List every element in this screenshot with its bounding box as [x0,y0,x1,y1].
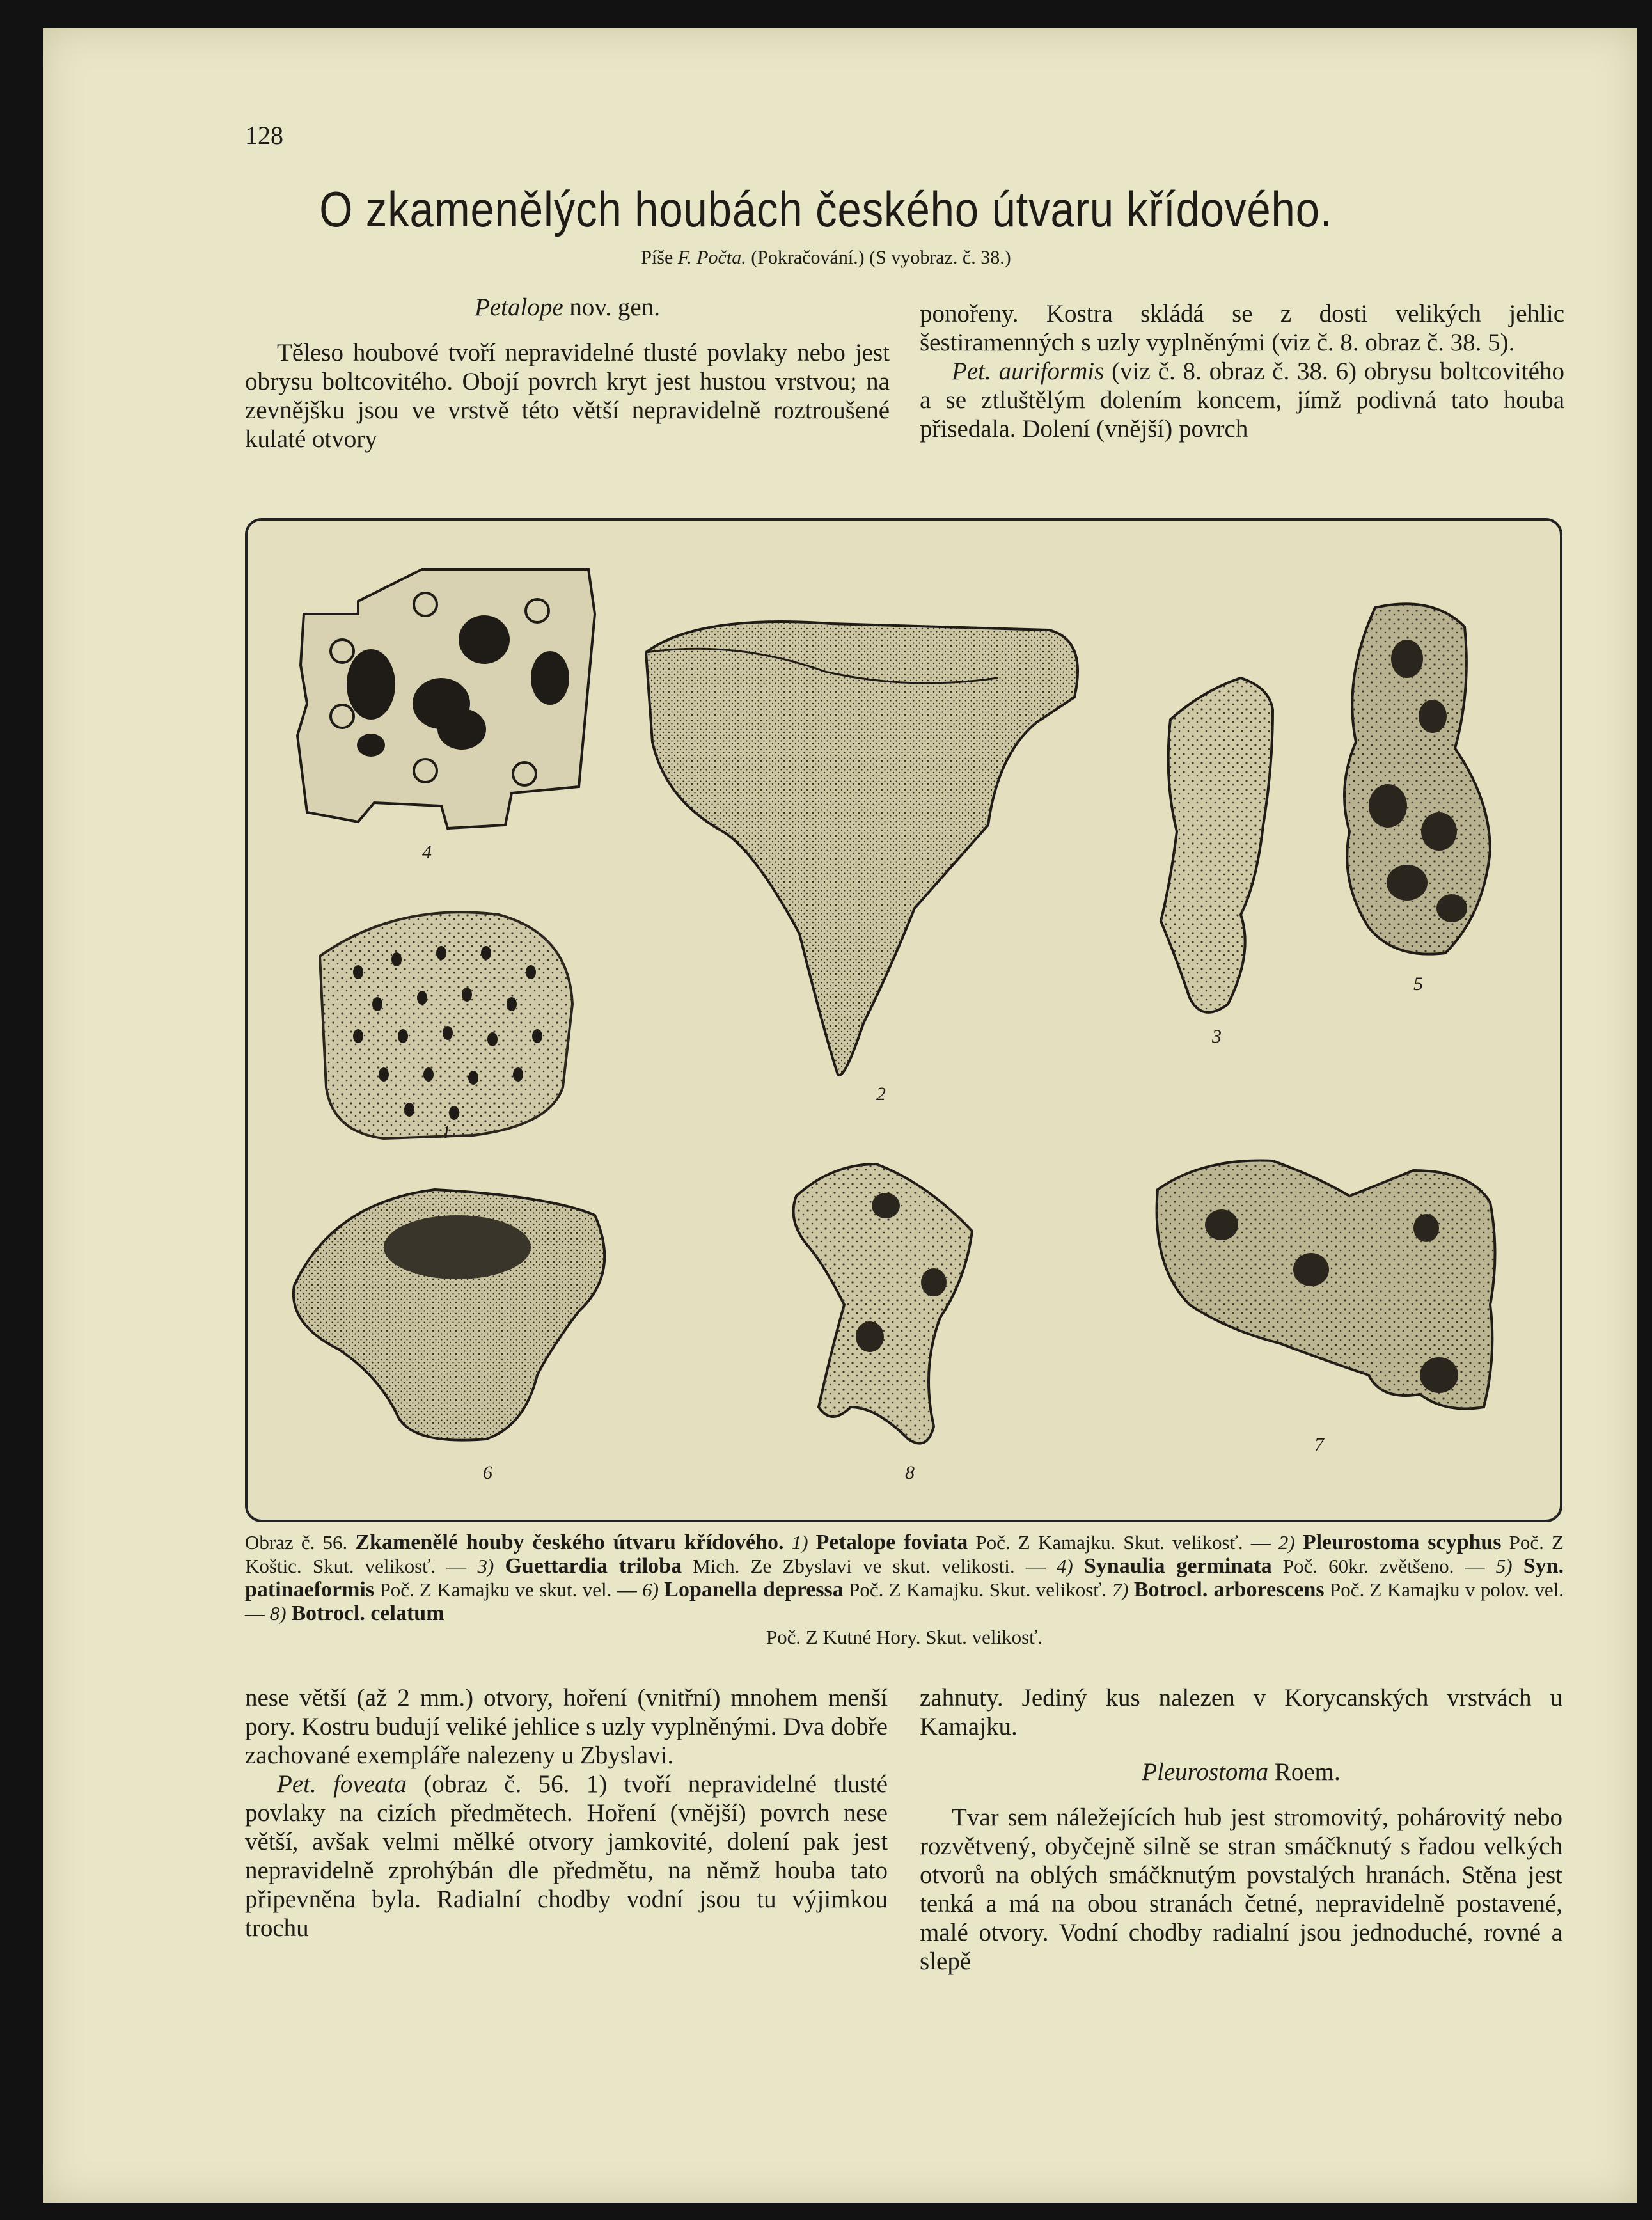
heading-genus: Petalope [475,294,563,321]
byline-prefix: Píše [641,247,673,268]
heading-genus: Pleurostoma [1142,1758,1269,1786]
specimen-6-cup [294,1190,604,1440]
heading-rest: nov. gen. [563,294,660,321]
paragraph-teleso: Těleso houbové tvoří nepravidelné tlusté povlaky nebo jest obrysu boltcovitého. Obojí povrch kryt jest hustou vrstvou; na zevnějšku jsou ve vrstvě této větší nepravidelně roztroušené kulaté otvory [245,339,890,453]
specimen-5-patina [1344,604,1490,954]
paragraph-tvar: Tvar sem náležejících hub jest stromovitý, pohárovitý nebo rozvětvený, obyčejně silně se stran smáčknutý s řadou velkých otvorů na oblých smáčknutým povstalých hranách. Stěna jest tenká a má na obou stranách četné, nepravidelně postavené, malé otvory. Vodní chodby radialní jsou jednoduché, rovné a slepě [920,1804,1562,1975]
caption-text-3: Mich. Ze Zbyslavi ve skut. velikosti. — [682,1555,1046,1577]
page-number: 128 [245,121,283,150]
heading-rest: Roem. [1268,1758,1341,1786]
bottom-left-column [245,1683,888,1942]
specimen-2-cup [646,622,1078,1075]
caption-text-4: Poč. 60kr. zvětšeno. — [1271,1555,1485,1577]
caption-species-4: Synaulia germinata [1083,1554,1272,1578]
label-4: 4 [422,842,432,863]
paragraph-foveata [245,1770,888,1942]
specimen-8-celatum [794,1164,973,1444]
caption-text-6: Poč. Z Kamajku. Skut. velikosť. [843,1578,1107,1601]
specimen-7-arborescens [1157,1161,1495,1409]
caption-text-2: Poč. Z Koštic. Skut. velikosť. — [245,1531,1564,1577]
caption-text-5: Poč. Z Kamajku ve skut. vel. — [374,1578,637,1601]
caption-num-2: 2) [1270,1531,1303,1554]
label-7: 7 [1314,1434,1324,1455]
label-5: 5 [1413,973,1423,995]
caption-num-5: 5) [1484,1555,1523,1577]
label-1: 1 [441,1122,451,1143]
article-title: O zkamenělých houbách českého útvaru křídového. [319,181,1333,237]
specimen-4-lattice [297,569,595,828]
species-name: Pet. auriformis [952,358,1105,385]
caption-text-7: Poč. Z Kamajku v polov. vel. — [245,1578,1564,1625]
caption-species-7: Botrocl. arborescens [1133,1578,1325,1602]
caption-num-1: 1) [783,1531,816,1554]
byline-rest: (Pokračování.) (S vyobraz. č. 38.) [751,247,1011,268]
caption-species-1: Petalope foviata [815,1531,968,1554]
caption-num-3: 3) [466,1555,505,1577]
caption-heading: Zkamenělé houby českého útvaru křídového. [355,1531,784,1554]
label-3: 3 [1212,1026,1222,1047]
caption-lead: Obraz č. 56. [245,1531,356,1554]
byline-author: F. Počta. [677,247,746,268]
caption-species-8: Botrocl. celatum [291,1602,444,1625]
paragraph-text: (viz č. 8. obraz č. 38. 6) obrysu boltcovitého a se ztluštělým dolením koncem, jímž podivná tato houba přisedala. Dolení (vnější) povrch [920,358,1564,443]
paragraph-nese: nese větší (až 2 mm.) otvory, hoření (vnitřní) mnohem menší pory. Kostru budují veliké jehlice s uzly vyplněnými. Dva dobře zachované exempláře nalezeny u Zbyslavi. [245,1684,888,1769]
figure-caption [245,1531,1564,1649]
caption-num-8: 8) [265,1602,292,1625]
caption-num-6: 6) [636,1578,665,1601]
label-2: 2 [876,1083,886,1105]
caption-species-6: Lopanella depressa [664,1578,844,1602]
label-6: 6 [483,1462,492,1483]
caption-num-4: 4) [1045,1555,1084,1577]
label-8: 8 [905,1462,915,1483]
section-heading-pleurostoma [920,1758,1562,1786]
caption-text-1: Poč. Z Kamajku. Skut. velikosť. — [968,1531,1271,1554]
specimen-1-sponge [320,912,572,1138]
caption-species-5: Syn. patinaeformis [245,1554,1564,1602]
caption-last-line: Poč. Z Kutné Hory. Skut. velikosť. [766,1626,1043,1648]
paragraph-text: (obraz č. 56. 1) tvoří nepravidelné tlusté povlaky na cizích předmětech. Hoření (vnější) povrch nese větší, avšak velmi mělké otvory jamkovité, dolení pak jest nepravidelně zprohýbán dle předmětu, na němž houba tato připevněna byla. Radialní chodby vodní jsou tu výjimkou trochu [245,1770,888,1942]
caption-species-3: Guettardia triloba [505,1554,682,1578]
caption-species-2: Pleurostoma scyphus [1302,1531,1502,1554]
species-name: Pet. foveata [277,1770,407,1798]
specimen-3-branch [1161,678,1273,1012]
paragraph-zahnuty: zahnuty. Jediný kus nalezen v Korycanských vrstvách u Kamajku. [920,1684,1562,1740]
caption-num-7: 7) [1106,1578,1134,1601]
paragraph-ponoreny: ponořeny. Kostra skládá se z dosti velikých jehlic šestiramenných s uzly vyplněnými (viz č. 8. obraz č. 38. 5). [920,300,1564,356]
bottom-right-column [920,1683,1562,1976]
